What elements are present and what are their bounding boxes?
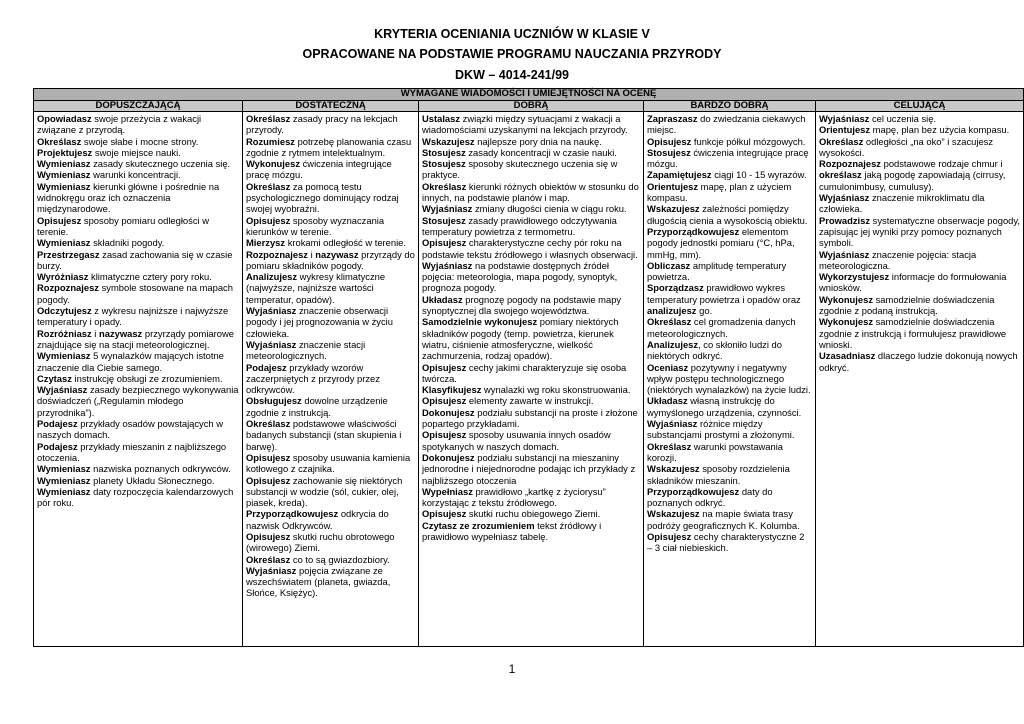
criterion-entry [246,531,395,553]
criterion-entry [819,158,1002,169]
criterion-text: pojęcia związane ze wszechświatem (planeta, gwiazda, Słońce, Księżyc). [246,564,391,599]
criterion-text: elementy zawarte w instrukcji. [466,395,594,407]
criterion-verb: Opisujesz [422,237,467,249]
criterion-text: wykresy klimatyczne (najwyższe, najniższe wartości temperatur, opadów). [246,271,386,305]
criterion-entry [647,441,783,463]
criterion-verb: Określasz [246,418,291,430]
column-header-celujaca: CELUJĄCĄ [816,100,1024,112]
criterion-text: zasad zachowania się w czasie burzy. [37,248,233,271]
criterion-entry [819,294,994,316]
criterion-verb: Prowadzisz [819,214,871,226]
grading-criteria-table [33,88,1024,647]
criterion-entry [422,158,617,180]
criterion-text: warunki powstawania korozji. [647,440,784,463]
criterion-entry [37,418,223,440]
criterion-entry [422,215,617,237]
criterion-entry [37,282,233,304]
criterion-verb: Określasz [246,113,291,124]
criterion-entry [647,362,811,396]
criterion-entry [37,271,212,282]
criterion-text: przykłady wzorów zaczerpniętych z przyrody przez odkrywców. [246,361,380,396]
criterion-entry [246,475,402,509]
criterion-text: swoje przeżycia z wakacji związane z przyrodą. [37,113,202,136]
criterion-verb: analizujesz [647,305,697,317]
criterion-text: wynalazki wg roku skonstruowania. [481,384,631,396]
criterion-entry [819,192,985,214]
criterion-verb: Klasyfikujesz [422,384,482,396]
criterion-entry [647,531,804,553]
criterion-entry [37,215,209,237]
criterion-verb: Podajesz [246,361,287,373]
criterion-entry [246,136,411,158]
criterion-entry [246,554,390,565]
criterion-verb: Wskazujesz [647,463,700,475]
criterion-verb: Wykonujesz [246,158,301,170]
criterion-text: znaczenie pojęcia: stacja meteorologiczna. [819,248,977,271]
criterion-entry [647,486,773,508]
criterion-verb: Opisujesz [647,135,692,147]
criterion-text: daty do poznanych odkryć. [647,485,773,509]
criterion-entry [246,418,401,452]
criterion-entry [647,395,801,417]
criterion-text: prognozę pogody na podstawie mapy synoptycznej dla swojego województwa. [422,293,622,317]
document-title: KRYTERIA OCENIANIA UCZNIÓW W KLASIE V [374,27,650,41]
criterion-verb: Wymieniasz [37,474,91,486]
criterion-verb: Układasz [647,395,688,407]
criterion-verb: Wymieniasz [37,158,91,170]
criterion-entry [37,328,99,339]
criterion-text: nazwiska poznanych odkrywców. [90,463,231,475]
criterion-verb: Opowiadasz [37,113,92,124]
criterion-text: zasady prawidłowego odczytywania temperatury powietrza z termometru. [422,214,617,237]
criterion-entry [819,271,1006,293]
criterion-entry [422,113,628,135]
criterion-text: pozytywny i negatywny wpływ postępu technologicznego (niektórych wynalazków) na życie ludzi. [647,361,811,396]
criterion-entry [647,147,809,169]
criterion-text: podziału substancji na proste i złożone popartego przykładami. [422,406,638,430]
criterion-entry [647,339,782,361]
criterion-text: podziału substancji na mieszaniny jednorodne i niejednorodne podając ich przykłady z najbliższego otoczenia [422,451,636,486]
criterion-verb: Mierzysz [246,237,286,249]
criterion-text: instrukcję obsługi ze zrozumieniem. [71,372,223,384]
criterion-text: na mapie świata trasy podróży geograficznych K. Kolumba. [647,508,800,531]
criterion-text: związki między sytuacjami z wakacji a wiadomościami uzyskanymi na lekcjach przyrody. [422,113,628,136]
criterion-text: podstawowe właściwości badanych substancji (stan skupienia i barwę). [246,418,402,452]
criterion-entry [422,407,638,429]
criterion-text: prawidłowo wykres temperatury powietrza i opadów oraz [647,282,801,305]
criterion-entry [819,136,993,158]
criterion-verb: Wykonujesz [819,316,874,328]
criterion-verb: Wymieniasz [37,169,91,181]
criterion-text: własną instrukcję do wymyślonego urządzenia, czynności. [647,395,802,418]
criterion-verb: Opisujesz [422,508,467,520]
criterion-entry [422,294,621,316]
criterion-verb: Wymieniasz [37,485,91,497]
criterion-text: krokami odległość w terenie. [285,237,406,249]
table-banner-header: WYMAGANE WIADOMOŚCI I UMIEJĘTNOŚCI NA OCENĘ [34,89,1024,101]
criterion-text: zmiany długości cienia w ciągu roku. [472,203,627,215]
criterion-entry [422,508,600,519]
criterion-entry [819,350,1018,372]
criterion-verb: Wyjaśniasz [819,248,870,260]
criterion-entry [422,486,606,508]
criterion-verb: Wyjaśniasz [422,259,473,271]
criterion-verb: Wskazujesz [422,135,475,147]
criterion-verb: Określasz [37,135,82,147]
criterion-text: odkrycia do nazwisk Odkrywców. [246,508,389,531]
criterion-text: cel uczenia się. [869,113,937,124]
criterion-entry [37,305,228,327]
criterion-entry [819,124,1009,135]
criterion-entry [246,452,410,474]
criterion-text: zależności pomiędzy długością cienia a wysokością obiektu. [647,203,808,226]
criterion-text: skutki ruchu obiegowego Ziemi. [466,508,601,520]
criterion-verb: Opisujesz [246,214,291,226]
criterion-verb: Opisujesz [422,361,467,373]
criterion-text: zachowanie się niektórych substancji w wodzie (sól, cukier, olej, piasek, kreda). [246,474,403,509]
program-code: DKW – 4014-241/99 [455,68,569,82]
criterion-verb: Określasz [647,316,692,328]
criterion-text: sposoby usuwania innych osadów spotykanych w naszych domach. [422,429,611,452]
criterion-verb: Rozpoznajesz [819,158,881,170]
criterion-entry [647,463,790,485]
criterion-entry [422,260,617,294]
criterion-text: kierunki główne i pośrednie na widnokręgu oraz ich oznaczenia międzynarodowe. [37,180,220,215]
criterion-text: przyrządy pomiarowe znajdujące się na stacji meteorologicznej. [37,327,234,350]
criterion-entry [246,508,389,530]
criterion-text: charakterystyczne cechy pór roku na podstawie tekstu źródłowego i własnych obserwacji. [422,237,638,260]
criterion-entry [422,181,639,203]
criterion-text: co to są gwiazdozbiory. [290,553,390,565]
criterion-text: samodzielnie doświadczenia zgodnie z podaną instrukcją. [819,293,995,317]
criterion-verb: Wyjaśniasz [819,113,870,124]
criterion-text: kierunki różnych obiektów w stosunku do innych, na podstawie planów i map. [422,180,639,204]
criterion-entry [422,237,638,259]
criterion-verb: Wymieniasz [37,463,91,475]
column-header-dostateczna: DOSTATECZNĄ [243,100,419,112]
criterion-verb: Czytasz ze zrozumieniem [422,519,535,531]
criterion-text: jaką pogodę zapowiadają (cirrusy, cumulonimbusy, cumulusy). [819,169,1006,192]
criterion-entry [647,113,805,135]
criteria-cell-dostateczna [243,112,419,647]
criterion-entry [246,271,385,305]
criterion-verb: Opisujesz [246,530,291,542]
criterion-verb: Wyjaśniasz [246,305,297,317]
criterion-verb: Projektujesz [37,146,93,158]
criterion-entry [246,215,384,237]
criterion-entry [246,362,380,396]
criterion-text: cechy charakterystyczne 2 – 3 ciał niebieskich. [647,530,805,554]
criterion-entry [422,203,627,214]
criterion-text: informacje do formułowania wniosków. [819,271,1007,294]
criterion-text: przykłady osadów powstających w naszych domach. [37,418,224,441]
criteria-cell-dobra [419,112,644,647]
criterion-entry [37,158,230,169]
criterion-text: do zwiedzania ciekawych miejsc. [647,113,806,136]
criterion-entry [647,226,795,260]
criterion-verb: Zapraszasz [647,113,698,124]
criterion-verb: Przyporządkowujesz [647,225,740,237]
criterion-verb: Sporządzasz [647,282,704,294]
criterion-entry [647,203,808,225]
criterion-verb: Orientujesz [819,124,871,136]
criterion-verb: Wyjaśniasz [246,564,297,576]
criterion-text: symbole stosowane na mapach pogody. [37,282,233,305]
criterion-verb: określasz [819,169,862,181]
criterion-entry [37,384,239,418]
criterion-verb: Wymieniasz [37,350,91,362]
criterion-entry [819,249,976,271]
criterion-text: najlepsze pory dnia na naukę. [474,135,602,147]
criterion-verb: Orientujesz [647,180,699,192]
criterion-entry [647,169,806,180]
criterion-verb: Określasz [647,440,692,452]
criterion-entry [422,147,617,158]
criterion-text: swoje miejsce nauki. [92,146,181,158]
criterion-entry [37,237,164,248]
criterion-verb: Stosujesz [422,146,466,158]
criterion-text: przyrządy do pomiaru składników pogody. [246,248,415,271]
criterion-verb: Dokonujesz [422,406,475,418]
criterion-entry [819,215,1020,249]
criterion-verb: Opisujesz [246,451,291,463]
criterion-entry [647,316,796,338]
criterion-text: mapę, plan bez użycia kompasu. [870,124,1010,136]
criterion-entry [37,147,181,158]
criterion-verb: Wyróżniasz [37,271,89,283]
criterion-text: planety Układu Słonecznego. [90,474,215,486]
document-subtitle: OPRACOWANE NA PODSTAWIE PROGRAMU NAUCZANIA PRZYRODY [302,47,722,61]
criteria-cell-celujaca [816,112,1024,647]
criterion-entry [246,113,398,135]
criterion-text: go. [696,305,713,317]
criterion-verb: Odczytujesz [37,305,92,317]
criterion-text: klimatyczne cztery pory roku. [88,271,212,283]
criterion-text: dlaczego ludzie dokonują nowych odkryć. [819,350,1018,373]
criterion-text: i [308,248,316,260]
criterion-text: samodzielnie doświadczenia zgodnie z instrukcją i formułujesz prawidłowe wnioski. [819,316,1007,350]
criterion-entry [647,282,801,304]
criterion-verb: Układasz [422,293,463,305]
criterion-entry [819,316,1006,350]
criterion-text: funkcje półkul mózgowych. [691,135,806,147]
criterion-text: zasady koncentracji w czasie nauki. [465,146,617,158]
criterion-text: amplitudę temperatury powietrza. [647,259,787,283]
criterion-verb: Określasz [819,135,864,147]
criterion-verb: Wykorzystujesz [819,271,890,283]
criterion-text: i [91,327,99,339]
criterion-text: elementom pogody jednostki pomiaru (°C, hPa, mmHg, mm). [647,225,795,260]
criterion-verb: Stosujesz [422,158,466,170]
criterion-text: cel gromadzenia danych meteorologicznych. [647,316,796,339]
criterion-entry [37,475,215,486]
criterion-entry [246,339,365,361]
criterion-verb: Oceniasz [647,361,689,373]
criterion-text: znaczenie mikroklimatu dla człowieka. [819,192,985,215]
criterion-text: skutki ruchu obrotowego (wirowego) Ziemi. [246,530,395,554]
criterion-verb: Wymieniasz [37,180,91,192]
criterion-entry [246,181,399,215]
criterion-entry [246,395,388,417]
criterion-text: swoje słabe i mocne strony. [81,135,199,147]
criterion-entry [422,136,602,147]
criterion-verb: Opisujesz [246,474,291,486]
criterion-entry [246,237,406,248]
criterion-text: z wykresu najniższe i najwyższe temperatury i opady. [37,305,229,328]
criterion-verb: Wyjaśniasz [422,203,473,215]
criterion-text: znaczenie stacji meteorologicznych. [246,338,366,362]
criterion-entry [647,260,786,282]
criterion-entry [422,316,618,361]
criterion-entry [819,113,936,124]
criterion-entry [422,452,635,486]
criterion-verb: Przestrzegasz [37,248,100,260]
criterion-text: sposoby wyznaczania kierunków w terenie. [246,214,385,237]
criterion-verb: Samodzielnie wykonujesz [422,316,538,328]
criterion-text: ćwiczenia integrujące pracę mózgu. [246,158,392,181]
criterion-text: warunki koncentracji. [90,169,181,181]
criterion-verb: Obliczasz [647,259,691,271]
criterion-text: sposoby skutecznego uczenia się w praktyce. [422,158,618,181]
criterion-text: 5 wynalazków mających istotne znaczenie dla Ciebie samego. [37,350,224,373]
criterion-verb: Opisujesz [37,214,82,226]
column-header-dopuszczajaca: DOPUSZCZAJĄCĄ [34,100,243,112]
criterion-text: mapę, plan z użyciem kompasu. [647,180,792,204]
criterion-entry [37,463,231,474]
criterion-entry [246,565,390,599]
criterion-verb: Analizujesz [647,338,699,350]
criterion-verb: Wyjaśniasz [246,338,297,350]
criterion-verb: Wymieniasz [37,237,91,249]
criterion-verb: Analizujesz [246,271,298,283]
criterion-text: odległości „na oko” i szacujesz wysokości. [819,135,994,158]
criterion-verb: Wyjaśniasz [37,384,88,396]
criterion-verb: Dokonujesz [422,451,475,463]
criterion-text: , co skłoniło ludzi do niektórych odkryć. [647,338,782,362]
criterion-entry [246,158,392,180]
criterion-verb: Wykonujesz [819,293,874,305]
criterion-entry [422,384,630,395]
criterion-verb: Opisujesz [647,530,692,542]
criterion-text: sposoby pomiaru odległości w terenie. [37,214,209,237]
criterion-text: sposoby rozdzielenia składników mieszanin. [647,463,790,486]
criterion-verb: Podajesz [37,418,78,430]
criterion-verb: Rozumiesz [246,135,295,147]
criterion-verb: Przyporządkowujesz [647,485,740,497]
criterion-verb: Rozróżniasz [37,327,92,339]
criterion-verb: Czytasz [37,372,72,384]
criterion-text: ciągi 10 - 15 wyrazów. [711,169,807,181]
criterion-entry [647,418,794,440]
criterion-verb: Wskazujesz [647,203,700,215]
criterion-text: prawidłowo „kartkę z życiorysu” korzystając z tekstu źródłowego. [422,485,606,509]
criterion-text: przykłady mieszanin z najbliższego otoczenia. [37,440,227,463]
criterion-text: potrzebę planowania czasu zgodnie z rytmem intelektualnym. [246,135,412,158]
criterion-entry [37,350,224,372]
criterion-verb: Podajesz [37,440,78,452]
criterion-text: systematyczne obserwacje pogody, zapisując jej wyniki przy pomocy poznanych symboli. [819,214,1020,249]
criterion-text: zasady pracy na lekcjach przyrody. [246,113,398,136]
criterion-text: dowolne urządzenie zgodnie z instrukcją. [246,395,388,418]
criterion-text: zasady skutecznego uczenia się. [90,158,231,170]
criterion-entry [37,113,201,135]
criterion-entry [246,249,315,260]
criterion-text: pomiary niektórych składników pogody (temp. powietrza, kierunek wiatru, ciśnienie atmosferyczne, wielkość zachmurzenia, rodzaj opadów). [422,316,619,362]
criterion-verb: Ustalasz [422,113,461,124]
criterion-entry [37,249,232,271]
criterion-verb: Wyjaśniasz [819,192,870,204]
criterion-entry [647,136,805,147]
criterion-text: składniki pogody. [90,237,165,249]
criterion-entry [37,169,181,180]
criterion-entry [37,486,233,508]
criterion-verb: Rozpoznajesz [37,282,99,294]
criterion-entry [37,181,219,215]
criteria-cell-dopuszczajaca [34,112,243,647]
criterion-verb: Stosujesz [647,146,691,158]
criterion-verb: Wskazujesz [647,508,700,520]
criterion-entry [647,508,800,530]
criterion-text: podstawowe rodzaje chmur i [881,158,1003,170]
criterion-verb: Wypełniasz [422,485,473,497]
criterion-entry [422,429,611,451]
criterion-entry [422,362,626,384]
criterion-entry [422,520,601,542]
criterion-text: znaczenie obserwacji pogody i jej prognozowania w życiu człowieka. [246,305,393,339]
criterion-verb: Przyporządkowujesz [246,508,339,520]
criterion-entry [819,169,1005,191]
criterion-verb: Opisujesz [422,429,467,441]
criterion-entry [37,136,198,147]
criterion-text: na podstawie dostępnych źródeł pojęcia: meteorologia, mapa pogody, synoptyk, prognoza pogody. [422,259,618,294]
criterion-verb: nazywasz [99,327,143,339]
criterion-text: daty rozpoczęcia kalendarzowych pór roku. [37,485,234,509]
criterion-text: tekst źródłowy i prawidłowo wypełniasz tabelę. [422,519,602,542]
criterion-text: cechy jakimi charakteryzuje się osoba twórcza. [422,361,627,384]
criterion-entry [647,305,712,316]
criterion-verb: nazywasz [315,248,359,260]
criterion-verb: Zapamiętujesz [647,169,712,181]
criterion-verb: Określasz [422,180,467,192]
criterion-verb: Rozpoznajesz [246,248,308,260]
criteria-cell-bardzo-dobra [644,112,816,647]
criterion-verb: Określasz [246,180,291,192]
criterion-verb: Wyjaśniasz [647,418,698,430]
criterion-verb: Uzasadniasz [819,350,876,362]
page-number: 1 [508,662,516,676]
criterion-text: zasady bezpiecznego wykonywania doświadczeń („Regulamin młodego przyrodnika”). [37,384,239,418]
criterion-verb: Określasz [246,553,291,565]
criterion-verb: Opisujesz [422,395,467,407]
column-header-dobra: DOBRĄ [419,100,644,112]
criterion-verb: Stosujesz [422,214,466,226]
criterion-entry [422,395,593,406]
criterion-text: sposoby usuwania kamienia kotłowego z czajnika. [246,451,411,475]
criterion-text: za pomocą testu psychologicznego dominujący rodzaj swojej wyobraźni. [246,180,399,215]
criterion-entry [246,305,393,339]
criterion-text: różnice między substancjami prostymi a złożonymi. [647,418,795,441]
criterion-entry [647,181,791,203]
criterion-text: ćwiczenia integrujące pracę mózgu. [647,146,809,170]
criterion-entry [37,373,223,384]
criterion-verb: Obsługujesz [246,395,302,407]
criterion-entry [37,441,226,463]
column-header-bardzo-dobra: BARDZO DOBRĄ [644,100,816,112]
